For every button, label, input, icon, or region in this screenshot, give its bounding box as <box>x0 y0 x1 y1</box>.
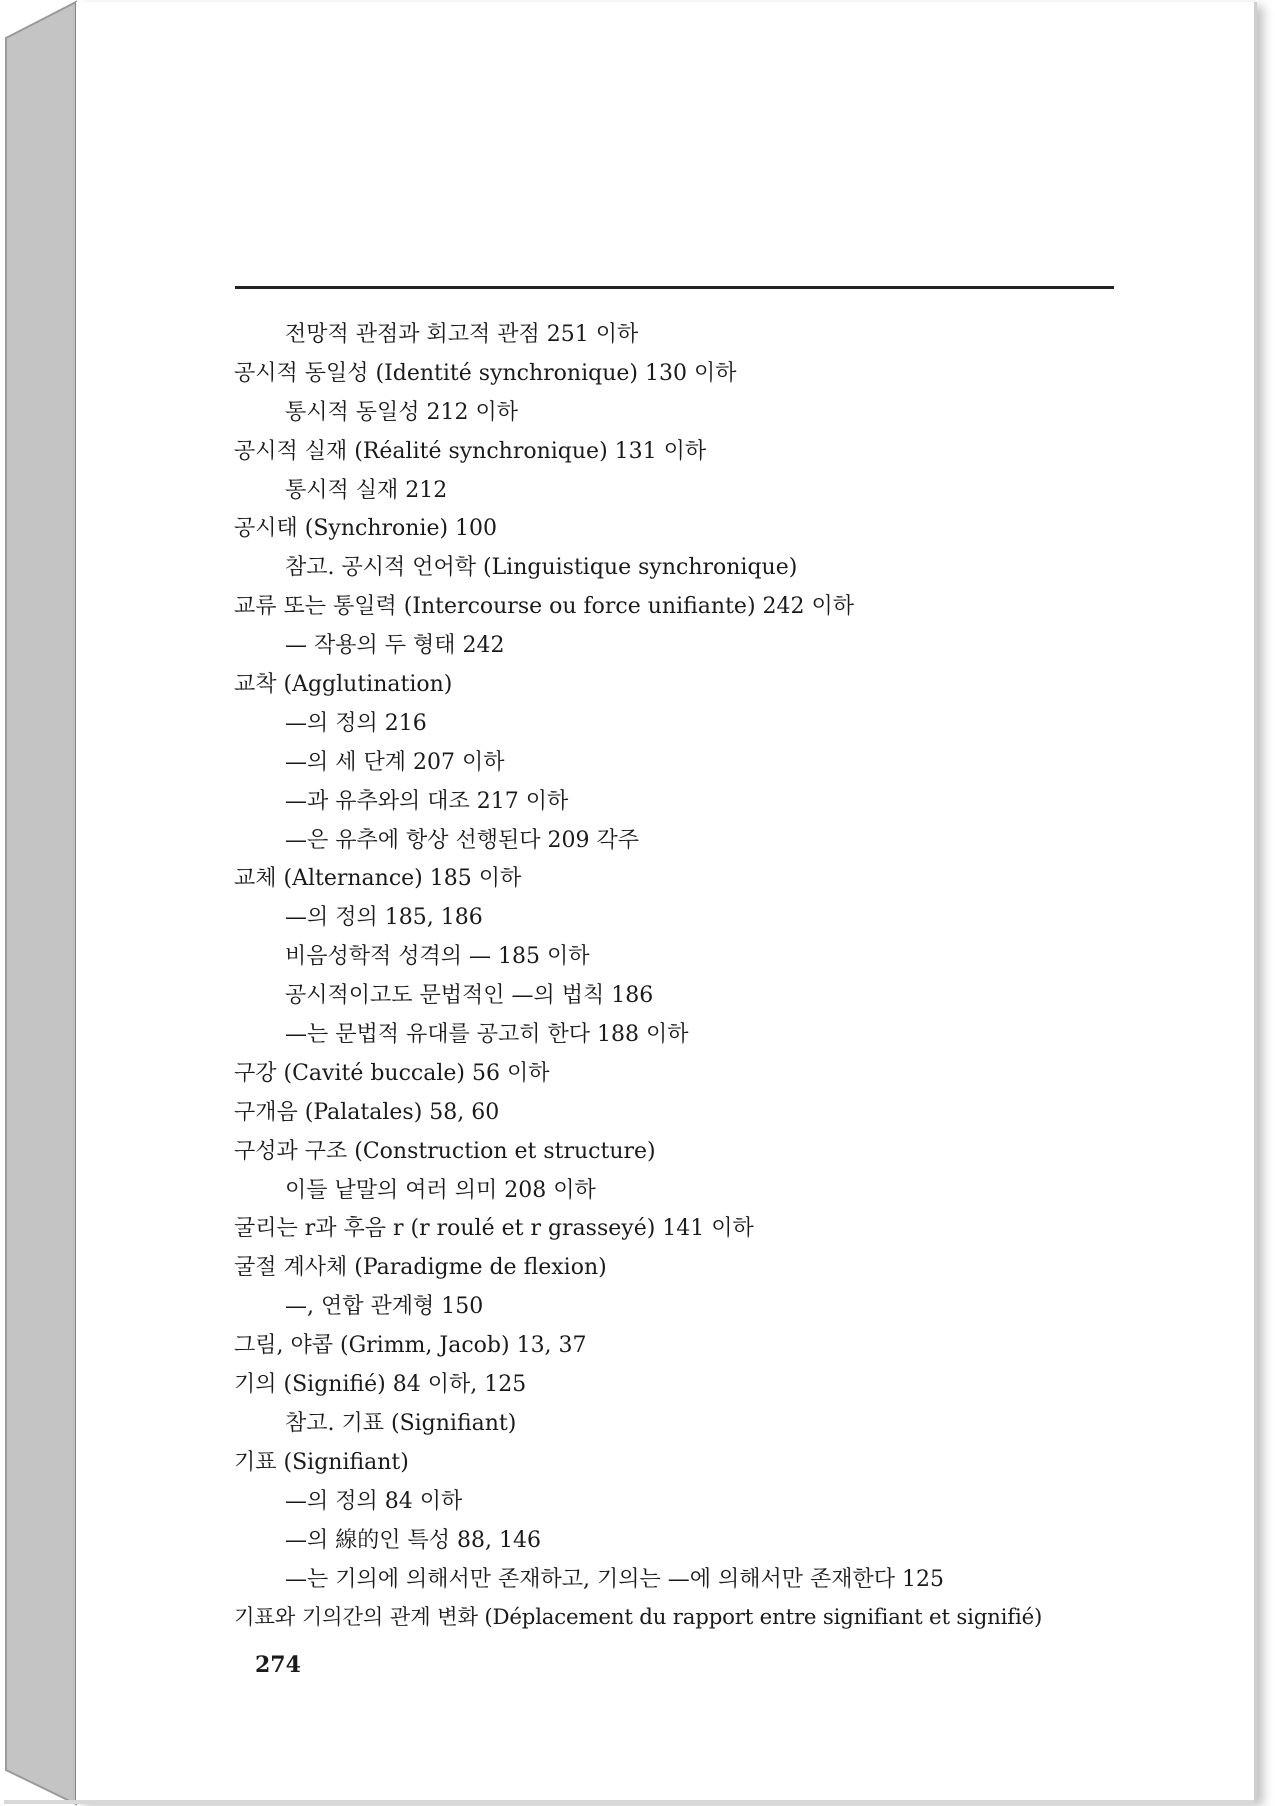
index-subentry: —는 기의에 의해서만 존재하고, 기의는 —에 의해서만 존재한다 125 <box>285 1566 944 1592</box>
index-entry: 공시태 (Synchronie) 100 <box>234 516 498 542</box>
index-entry: 기의 (Signifié) 84 이하, 125 <box>234 1372 527 1398</box>
index-subentry: —과 유추와의 대조 217 이하 <box>285 788 569 814</box>
index-subentry: —의 線的인 특성 88, 146 <box>285 1527 541 1553</box>
index-subentry: — 작용의 두 형태 242 <box>285 633 505 659</box>
index-entry: 교류 또는 통일력 (Intercourse ou force unifiante) 242 이하 <box>234 594 855 620</box>
index-entry: 굴리는 r과 후음 r (r roulé et r grasseyé) 141 이하 <box>234 1216 754 1242</box>
index-entry: 구성과 구조 (Construction et structure) <box>234 1138 656 1164</box>
index-entry: 그림, 야콥 (Grimm, Jacob) 13, 37 <box>234 1333 587 1359</box>
index-subentry: —의 정의 84 이하 <box>285 1488 463 1514</box>
page-bottom-edge <box>4 1800 1254 1804</box>
index-subentry: 공시적이고도 문법적인 —의 법칙 186 <box>285 983 654 1009</box>
header-rule <box>235 286 1114 289</box>
index-subentry: 통시적 동일성 212 이하 <box>285 399 518 425</box>
index-subentry: 참고. 공시적 언어학 (Linguistique synchronique) <box>285 555 798 581</box>
index-subentry: 참고. 기표 (Signifiant) <box>285 1410 517 1436</box>
index-subentry: 통시적 실재 212 <box>285 477 448 503</box>
index-entry: 굴절 계사체 (Paradigme de flexion) <box>234 1255 607 1281</box>
index-entry: 구강 (Cavité buccale) 56 이하 <box>234 1060 550 1086</box>
index-entries <box>234 316 1134 1638</box>
index-subentry: —의 정의 185, 186 <box>285 905 483 931</box>
index-subentry: —의 정의 216 <box>285 710 427 736</box>
index-entry: 기표와 기의간의 관계 변화 (Déplacement du rapport entre signifiant et signifié) <box>234 1605 1043 1631</box>
index-subentry: 전망적 관점과 회고적 관점 251 이하 <box>285 322 639 347</box>
index-subentry: 비음성학적 성격의 — 185 이하 <box>285 944 590 970</box>
index-subentry: —는 문법적 유대를 공고히 한다 188 이하 <box>285 1022 689 1048</box>
index-subentry: —은 유추에 항상 선행된다 209 각주 <box>285 827 639 853</box>
index-entry: 구개음 (Palatales) 58, 60 <box>234 1099 500 1125</box>
index-subentry: —의 세 단계 207 이하 <box>285 749 505 775</box>
index-entry: 기표 (Signifiant) <box>234 1449 409 1475</box>
index-entry: 공시적 실재 (Réalité synchronique) 131 이하 <box>234 438 707 464</box>
index-subentry: 이들 낱말의 여러 의미 208 이하 <box>285 1177 596 1203</box>
page-number: 274 <box>255 1652 301 1678</box>
index-entry: 교체 (Alternance) 185 이하 <box>234 866 522 892</box>
index-entry: 교착 (Agglutination) <box>234 672 453 698</box>
index-subentry: —, 연합 관계형 150 <box>285 1294 484 1320</box>
index-entry: 공시적 동일성 (Identité synchronique) 130 이하 <box>234 360 737 386</box>
book-spine <box>0 0 80 1806</box>
